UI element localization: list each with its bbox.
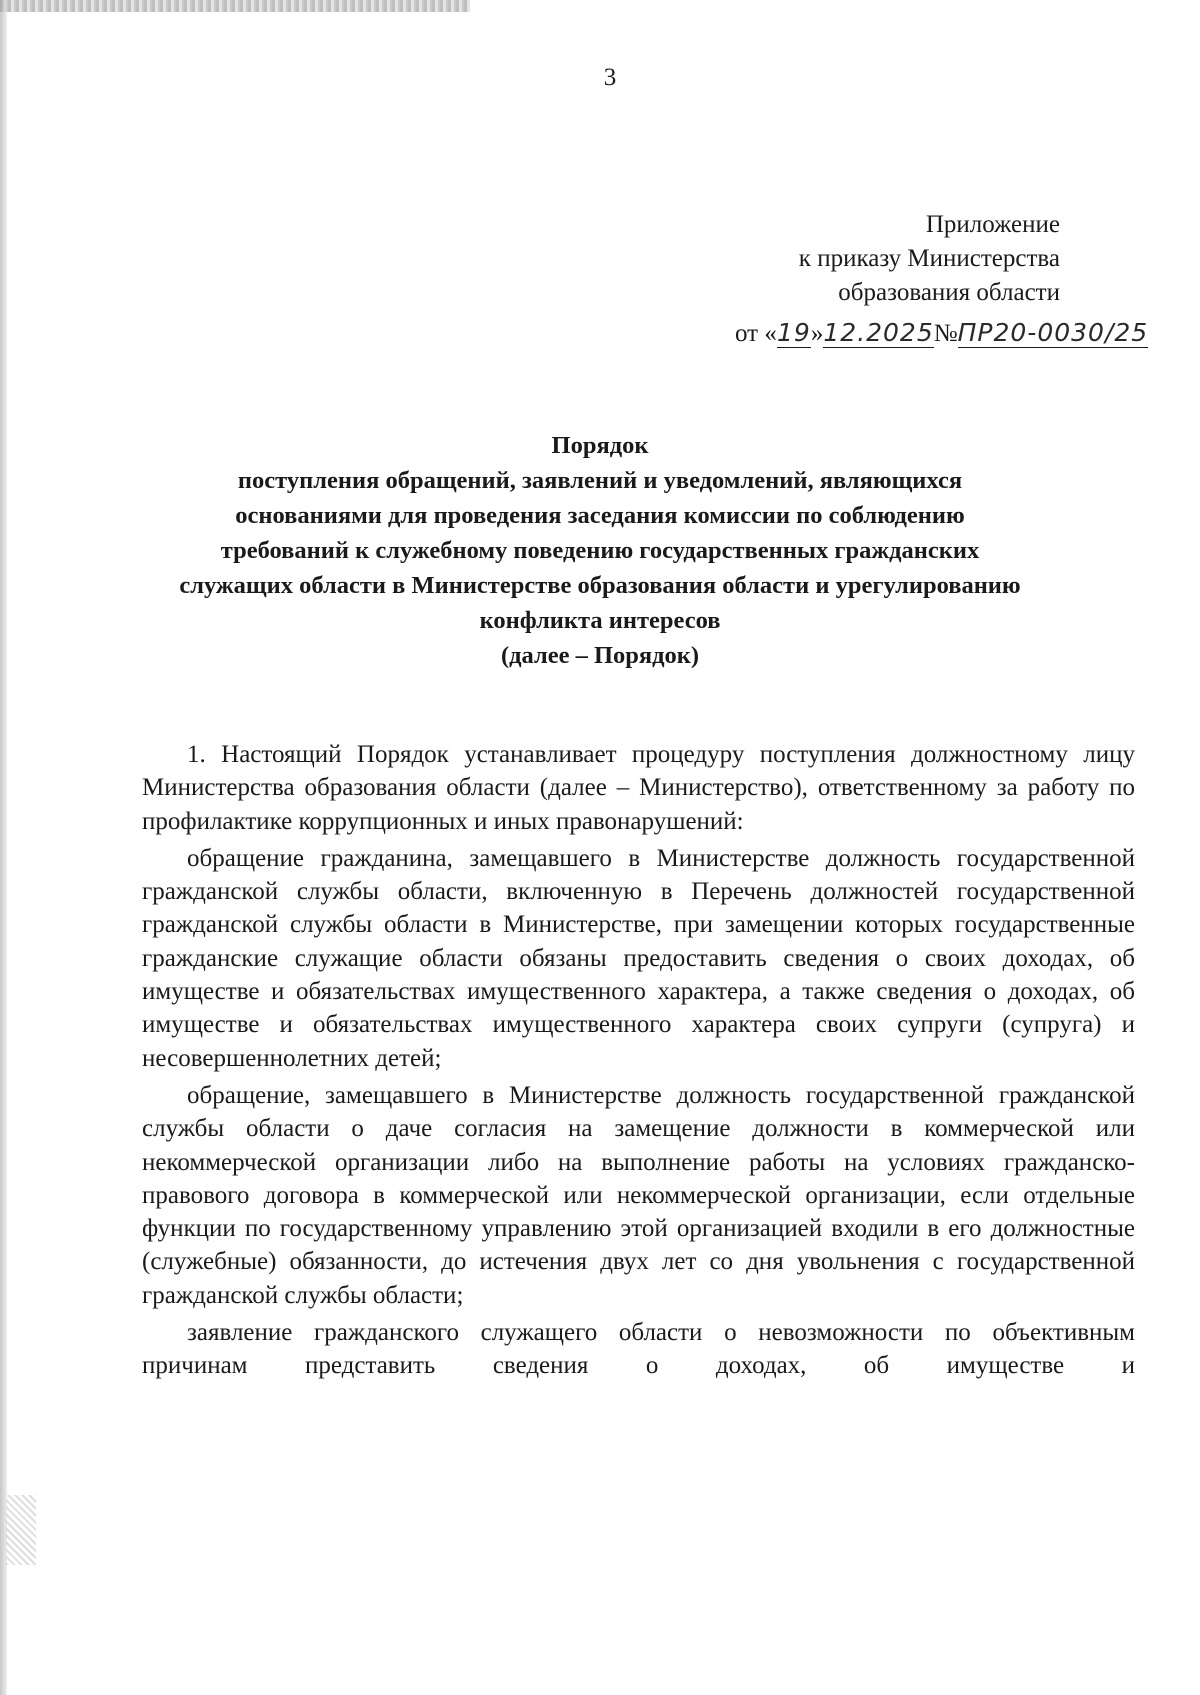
title-line-4: требований к служебному поведению государственных гражданских xyxy=(220,537,980,564)
appendix-line-3: образования области xyxy=(838,279,1060,306)
appendix-line-2: к приказу Министерства xyxy=(798,245,1060,272)
title-line-6: конфликта интересов xyxy=(479,607,721,634)
order-prefix: от « xyxy=(735,320,777,347)
title-line-3: основаниями для проведения заседания комиссии по соблюдению xyxy=(235,502,965,529)
paragraph-1: 1. Настоящий Порядок устанавливает процедуру поступления должностному лицу Министерства образования области (далее – Министерство), ответственному за работу по профилактике коррупционных и иных правонарушений: xyxy=(142,741,1135,835)
appendix-line-1: Приложение xyxy=(925,211,1060,238)
order-date-handwritten: 12.2025 xyxy=(823,318,934,347)
document-title xyxy=(125,428,1075,673)
paragraph-3: обращение, замещавшего в Министерстве должность государственной гражданской службы области о даче согласия на замещение должности в коммерческой или некоммерческой организации либо на выполнение работы на условиях гражданско-правового договора в коммерческой или некоммерческой организации, если отдельные функции по государственному управлению этой организацией входили в его должностные (служебные) обязанности, до истечения двух лет со дня увольнения с государственной гражданской службы области; xyxy=(142,1081,1135,1309)
paragraph-4: заявление гражданского служащего области о невозможности по объективным причинам представить сведения о доходах, об имуществе и xyxy=(142,1319,1135,1380)
title-line-5: служащих области в Министерстве образования области и урегулированию xyxy=(179,572,1021,599)
scan-artifact-left xyxy=(0,0,7,1695)
title-line-1: Порядок xyxy=(551,432,649,459)
scan-artifact-noise xyxy=(6,1495,36,1565)
paragraph-2: обращение гражданина, замещавшего в Министерстве должность государственной гражданской службы области, включенную в Перечень должностей государственной гражданской службы области в Министерстве, при замещении которых государственные гражданские служащие области обязаны предоставить сведения о своих доходах, об имуществе и обязательствах имущественного характера, а также сведения о доходах, об имуществе и обязательствах имущественного характера своих супруги (супруга) и несовершеннолетних детей; xyxy=(142,844,1135,1072)
page-number: 3 xyxy=(603,64,617,91)
order-number-handwritten: ПР20-0030/25 xyxy=(957,318,1149,347)
order-quote-close: » xyxy=(810,320,824,347)
order-reference xyxy=(735,318,1185,348)
title-line-7: (далее – Порядок) xyxy=(500,642,700,669)
order-day-handwritten: 19 xyxy=(776,318,811,347)
order-number-sign: № xyxy=(933,320,958,347)
scan-artifact-top xyxy=(0,0,470,12)
document-body xyxy=(142,738,1135,1387)
appendix-header xyxy=(799,208,1060,310)
title-line-2: поступления обращений, заявлений и уведомлений, являющихся xyxy=(237,467,963,494)
